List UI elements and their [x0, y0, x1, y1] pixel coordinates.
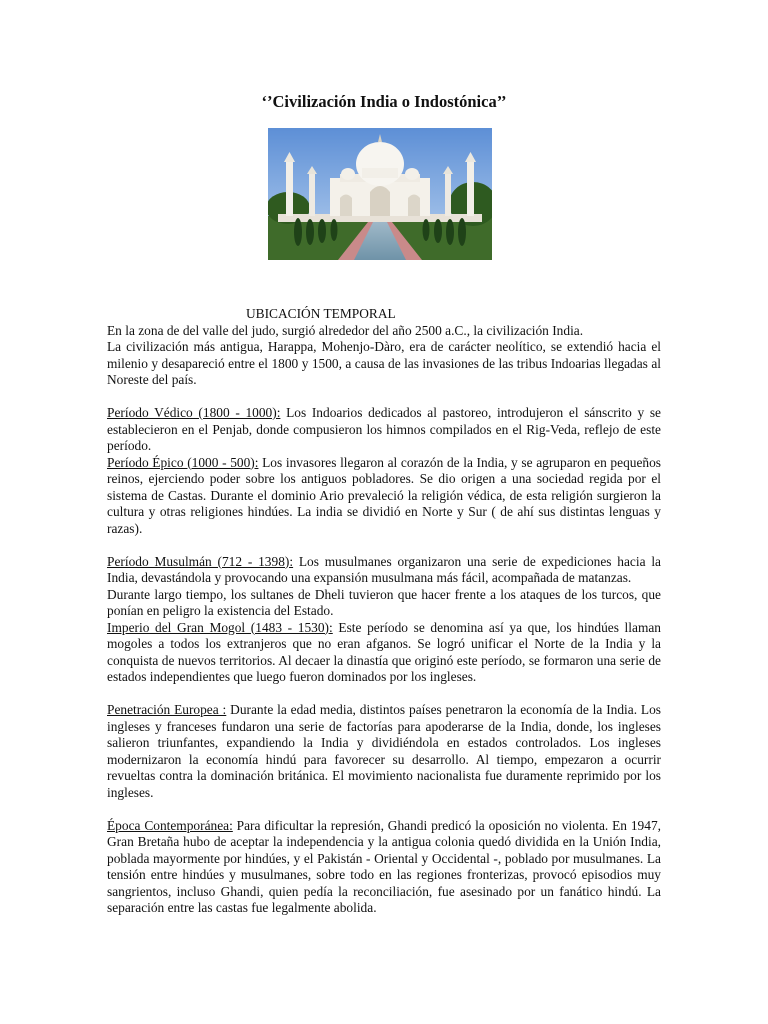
period-heading: Imperio del Gran Mogol (1483 - 1530): — [107, 619, 333, 635]
section-heading: UBICACIÓN TEMPORAL — [246, 306, 396, 321]
intro-line-1: En la zona de del valle del judo, surgió alrededor del año 2500 a.C., la civilización India. — [107, 322, 584, 338]
period-heading: Época Contemporánea: — [107, 817, 233, 833]
period-text: Durante la edad media, distintos países penetraron la economía de la India. Los ingleses y franceses fundaron una serie de factorías para apoderarse de la India, donde, los ingleses salieron triunfantes, expandiendo la India y dividiéndola en estados controlados. Los ingleses modernizaron la economía hindú para favorecer su desarrollo. Al tiempo, empezaron a ocurrir revueltas contra la dominación británica. El movimiento nacionalista fue duramente reprimido por los ingleses. — [107, 702, 662, 800]
intro-paragraph: La civilización más antigua, Harappa, Mohenjo-Dàro, era de carácter neolítico, se extendió hacia el milenio y desapareció entre el 1800 y 1500, a causa de las invasiones de las tribus Indoarias llegadas al Noreste del país. — [107, 339, 661, 387]
period-text: Los musulmanes organizaron una serie de expediciones hacia la India, devastándola y provocando una expansión musulmana más fácil, acompañada de matanzas. — [107, 553, 661, 585]
period-text: Los invasores llegaron al corazón de la India, y se agruparon en pequeños reinos, ejerciendo poder sobre los antiguos pobladores. Se dio origen a una sociedad regida por el sistema de Castas. Durante el dominio Ario prevaleció la religión védica, de esta religión surgieron la cultura y otras religiones hindúes. La india se dividió en Norte y Sur ( de ahí sus distintas lenguas y razas). — [107, 454, 661, 536]
period-musulman-extra: Durante largo tiempo, los sultanes de Dheli tuvieron que hacer frente a los ataques de los turcos, que ponían en peligro la existencia del Estado. — [107, 586, 661, 618]
period-heading: Período Épico (1000 - 500): — [107, 454, 259, 470]
period-epoca-contemporanea — [107, 818, 661, 917]
period-musulman — [107, 554, 661, 587]
period-heading: Penetración Europea : — [107, 702, 227, 717]
document-body — [107, 306, 661, 917]
taj-mahal-icon — [268, 128, 492, 260]
document-title: ‘’Civilización India o Indostónica’’ — [261, 92, 507, 111]
taj-mahal-photo — [268, 128, 492, 260]
period-vedico — [107, 405, 661, 455]
period-text: Los Indoarios dedicados al pastoreo, introdujeron el sánscrito y se establecieron en el Penjab, donde compusieron los himnos compilados en el Rig-Veda, reflejo de este período. — [107, 405, 661, 453]
period-penetracion-europea — [107, 702, 661, 801]
period-heading: Período Védico (1800 - 1000): — [107, 405, 281, 420]
period-text: Este período se denomina así ya que, los hindúes llaman mogoles a todos los extranjeros que no eran afganos. Se logró unificar el Norte de la India y la conquista de nuevos territorios. Al decaer la dinastía que originó este período, se formaron una serie de estados independientes que luego fueron dominados por los ingleses. — [107, 619, 661, 684]
period-epico — [107, 455, 661, 538]
period-text: Para dificultar la represión, Ghandi predicó la oposición no violenta. En 1947, Gran Bretaña hubo de aceptar la independencia y la antigua colonia quedó dividida en la Unión India, poblada mayormente por hindúes, y el Pakistán - Oriental y Occidental -, poblado por musulmanes. La tensión entre hindúes y musulmanes, sobre todo en las regiones fronterizas, provocó episodios muy sangrientos, incluso Ghandi, quien pedía la reconciliación, fue asesinado por un fanático hindú. La separación entre las castas fue legalmente abolida. — [107, 817, 661, 915]
period-gran-mogol — [107, 620, 661, 686]
period-heading: Período Musulmán (712 - 1398): — [107, 553, 294, 569]
